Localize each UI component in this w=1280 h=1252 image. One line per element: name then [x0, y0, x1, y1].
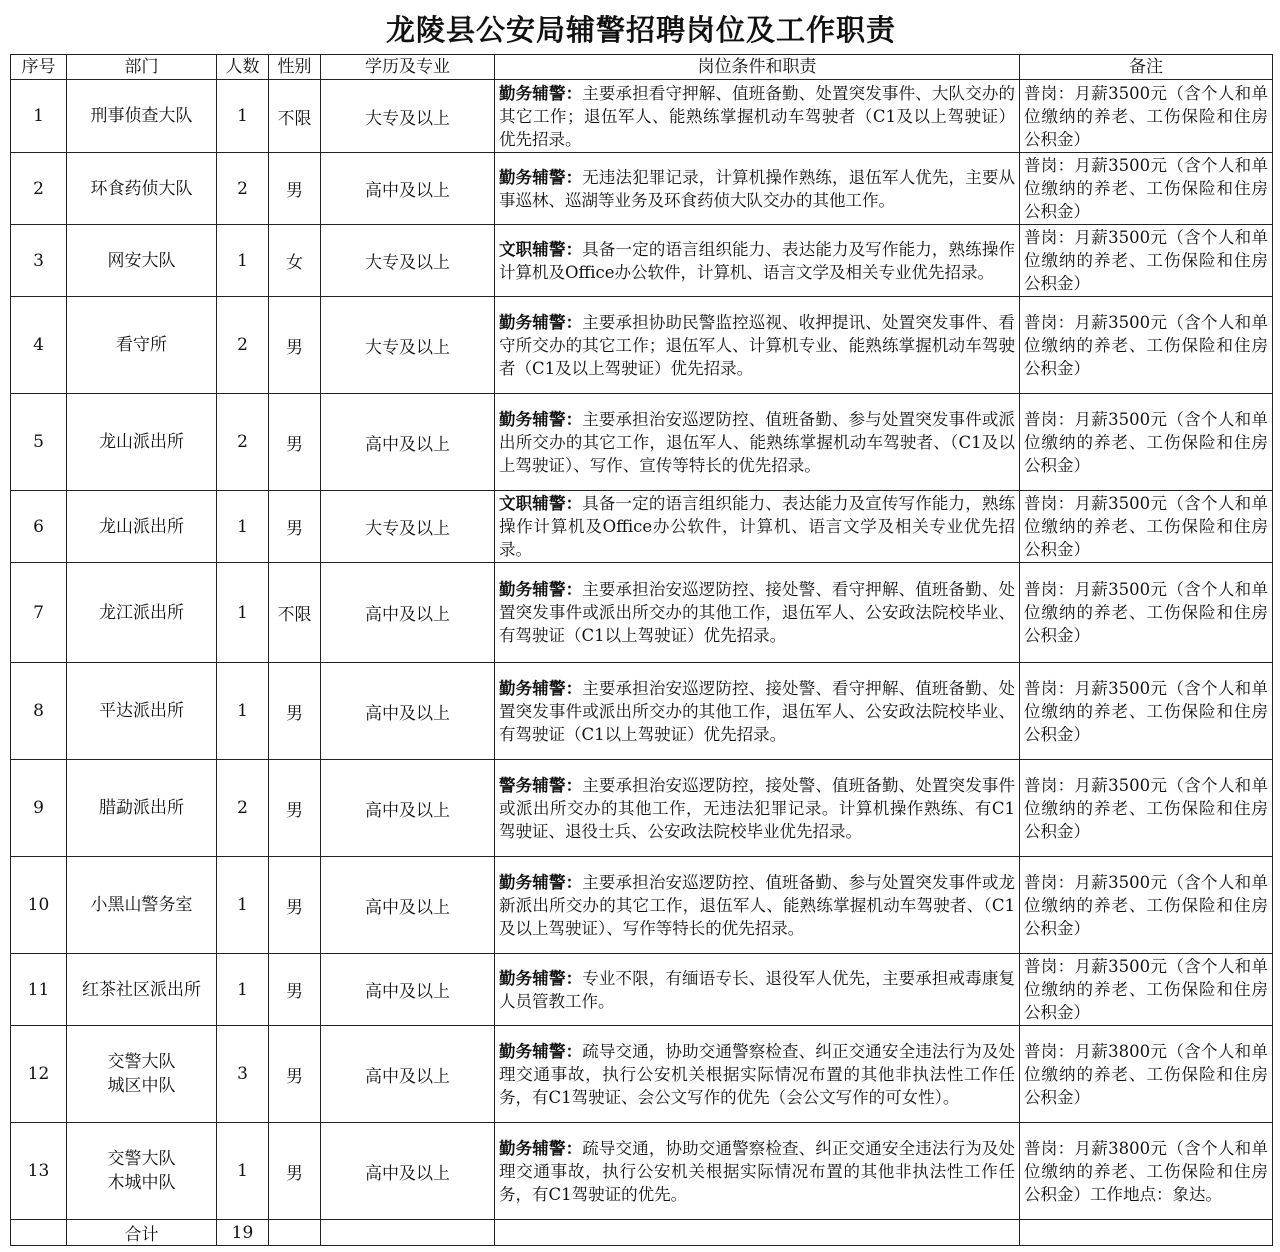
table-row: [11, 760, 1273, 857]
position-type: 勤务辅警：: [499, 83, 583, 103]
duty-text: 疏导交通，协助交通警察检查、纠正交通安全违法行为及处理交通事故，执行公安机关根据实际情况布置的其他非执法性工作任务，有C1驾驶证、会公文写作的优先（会公文写作的可女性）。: [499, 1041, 1016, 1107]
education-cell: 高中及以上: [321, 1123, 495, 1220]
note-cell: 普岗：月薪3800元（含个人和单位缴纳的养老、工伤保险和住房公积金）: [1020, 1026, 1273, 1123]
department-cell: 小黑山警务室: [67, 857, 217, 954]
header-count: 人数: [217, 55, 269, 80]
note-cell: 普岗：月薪3500元（含个人和单位缴纳的养老、工伤保险和住房公积金）: [1020, 491, 1273, 563]
duty-cell: [495, 153, 1020, 225]
education-cell: 高中及以上: [321, 563, 495, 663]
duty-text: 专业不限，有缅语专长、退役军人优先，主要承担戒毒康复人员管教工作。: [499, 968, 1016, 1011]
position-type: 勤务辅警：: [499, 312, 583, 332]
header-row: [11, 55, 1273, 80]
position-type: 勤务辅警：: [499, 409, 583, 429]
duty-text: 主要承担治安巡逻防控、接处警、看守押解、值班备勤、处置突发事件或派出所交办的其他工作，退伍军人、公安政法院校毕业、有驾驶证（C1以上驾驶证）优先招录。: [499, 678, 1016, 744]
duty-cell: [495, 954, 1020, 1026]
education-cell: 高中及以上: [321, 663, 495, 760]
row-number: 4: [11, 297, 67, 394]
gender-cell: 男: [269, 1026, 321, 1123]
header-no: 序号: [11, 55, 67, 80]
department-cell: 龙山派出所: [67, 394, 217, 491]
note-cell: 普岗：月薪3500元（含个人和单位缴纳的养老、工伤保险和住房公积金）: [1020, 80, 1273, 153]
education-cell: 高中及以上: [321, 760, 495, 857]
department-cell: 平达派出所: [67, 663, 217, 760]
position-type: 勤务辅警：: [499, 968, 583, 988]
duty-cell: [495, 491, 1020, 563]
duty-text: 主要承担治安巡逻防控、接处警、看守押解、值班备勤、处置突发事件或派出所交办的其他工作，退伍军人、公安政法院校毕业、有驾驶证（C1以上驾驶证）优先招录。: [499, 580, 1016, 645]
duty-cell: [495, 394, 1020, 491]
duty-text: 主要承担治安巡逻防控、值班备勤、参与处置突发事件或龙新派出所交办的其它工作，退伍军人、能熟练掌握机动车驾驶者、（C1及以上驾驶证）、写作等特长的优先招录。: [499, 872, 1016, 938]
duty-cell: [495, 297, 1020, 394]
table-row: [11, 225, 1273, 297]
headcount-cell: 1: [217, 1123, 269, 1220]
position-type: 勤务辅警：: [499, 580, 583, 599]
headcount-cell: 1: [217, 954, 269, 1026]
headcount-cell: 2: [217, 297, 269, 394]
department-cell: 交警大队 木城中队: [67, 1123, 217, 1220]
duty-text: 主要承担治安巡逻防控、值班备勤、参与处置突发事件或派出所交办的其它工作，退伍军人、能熟练掌握机动车驾驶者、（C1及以上驾驶证）、写作、宣传等特长的优先招录。: [499, 409, 1016, 475]
position-type: 文职辅警：: [499, 494, 583, 513]
note-cell: 普岗：月薪3500元（含个人和单位缴纳的养老、工伤保险和住房公积金）: [1020, 857, 1273, 954]
row-number: 5: [11, 394, 67, 491]
gender-cell: 不限: [269, 563, 321, 663]
header-education: 学历及专业: [321, 55, 495, 80]
table-row: [11, 80, 1273, 153]
department-cell: 龙江派出所: [67, 563, 217, 663]
education-cell: 高中及以上: [321, 153, 495, 225]
duty-text: 主要承担看守押解、值班备勤、处置突发事件、大队交办的其它工作；退伍军人、能熟练掌握机动车驾驶者（C1及以上驾驶证）优先招录。: [499, 83, 1016, 149]
gender-cell: 男: [269, 1123, 321, 1220]
table-row: [11, 394, 1273, 491]
row-number: 10: [11, 857, 67, 954]
total-empty-cell: [1020, 1220, 1273, 1246]
position-type: 文职辅警：: [499, 239, 583, 259]
education-cell: 大专及以上: [321, 80, 495, 153]
gender-cell: 男: [269, 153, 321, 225]
row-number: 8: [11, 663, 67, 760]
gender-cell: 男: [269, 954, 321, 1026]
row-number: 6: [11, 491, 67, 563]
note-cell: 普岗：月薪3500元（含个人和单位缴纳的养老、工伤保险和住房公积金）: [1020, 297, 1273, 394]
note-cell: 普岗：月薪3800元（含个人和单位缴纳的养老、工伤保险和住房公积金）工作地点：象达。: [1020, 1123, 1273, 1220]
gender-cell: 女: [269, 225, 321, 297]
note-cell: 普岗：月薪3500元（含个人和单位缴纳的养老、工伤保险和住房公积金）: [1020, 760, 1273, 857]
headcount-cell: 1: [217, 857, 269, 954]
table-row: [11, 153, 1273, 225]
table-row: [11, 297, 1273, 394]
position-type: 勤务辅警：: [499, 1041, 583, 1061]
department-cell: 环食药侦大队: [67, 153, 217, 225]
headcount-cell: 3: [217, 1026, 269, 1123]
total-row: [11, 1220, 1273, 1246]
total-empty-cell: [495, 1220, 1020, 1246]
recruitment-sheet: [10, 6, 1272, 1246]
gender-cell: 不限: [269, 80, 321, 153]
department-cell: 腊勐派出所: [67, 760, 217, 857]
duty-text: 主要承担协助民警监控巡视、收押提讯、处置突发事件、看守所交办的其它工作；退伍军人、计算机专业、能熟练掌握机动车驾驶者（C1及以上驾驶证）优先招录。: [499, 312, 1016, 378]
education-cell: 大专及以上: [321, 491, 495, 563]
gender-cell: 男: [269, 760, 321, 857]
table-row: [11, 663, 1273, 760]
headcount-cell: 2: [217, 153, 269, 225]
gender-cell: 男: [269, 394, 321, 491]
total-empty-cell: [321, 1220, 495, 1246]
duty-text: 疏导交通，协助交通警察检查、纠正交通安全违法行为及处理交通事故，执行公安机关根据实际情况布置的其他非执法性工作任务，有C1驾驶证的优先。: [499, 1138, 1016, 1204]
position-type: 警务辅警：: [499, 775, 583, 795]
duty-text: 主要承担治安巡逻防控，接处警、值班备勤、处置突发事件或派出所交办的其他工作，无违法犯罪记录。计算机操作熟练、有C1驾驶证、退役士兵、公安政法院校毕业优先招录。: [499, 775, 1016, 841]
note-cell: 普岗：月薪3500元（含个人和单位缴纳的养老、工伤保险和住房公积金）: [1020, 153, 1273, 225]
education-cell: 高中及以上: [321, 394, 495, 491]
duty-cell: [495, 1026, 1020, 1123]
header-duty: 岗位条件和职责: [495, 55, 1020, 80]
position-type: 勤务辅警：: [499, 1138, 583, 1158]
department-cell: 看守所: [67, 297, 217, 394]
education-cell: 高中及以上: [321, 954, 495, 1026]
education-cell: 高中及以上: [321, 857, 495, 954]
row-number: 3: [11, 225, 67, 297]
department-cell: 交警大队 城区中队: [67, 1026, 217, 1123]
duty-cell: [495, 663, 1020, 760]
header-gender: 性别: [269, 55, 321, 80]
duty-text: 具备一定的语言组织能力、表达能力及写作能力，熟练操作计算机及Office办公软件，计算机、语言文学及相关专业优先招录。: [499, 239, 1016, 282]
recruitment-table: [10, 54, 1273, 1246]
row-number: 12: [11, 1026, 67, 1123]
headcount-cell: 2: [217, 394, 269, 491]
table-row: [11, 954, 1273, 1026]
duty-text: 具备一定的语言组织能力、表达能力及宣传写作能力，熟练操作计算机及Office办公软件，计算机、语言文学及相关专业优先招录。: [499, 494, 1016, 559]
note-cell: 普岗：月薪3500元（含个人和单位缴纳的养老、工伤保险和住房公积金）: [1020, 225, 1273, 297]
duty-cell: [495, 1123, 1020, 1220]
headcount-cell: 1: [217, 663, 269, 760]
duty-cell: [495, 80, 1020, 153]
note-cell: 普岗：月薪3500元（含个人和单位缴纳的养老、工伤保险和住房公积金）: [1020, 663, 1273, 760]
gender-cell: 男: [269, 663, 321, 760]
duty-text: 无违法犯罪记录，计算机操作熟练，退伍军人优先，主要从事巡林、巡湖等业务及环食药侦大队交办的其他工作。: [499, 167, 1016, 210]
total-no-cell: [11, 1220, 67, 1246]
headcount-cell: 1: [217, 491, 269, 563]
table-row: [11, 563, 1273, 663]
duty-cell: [495, 563, 1020, 663]
note-cell: 普岗：月薪3500元（含个人和单位缴纳的养老、工伤保险和住房公积金）: [1020, 394, 1273, 491]
note-cell: 普岗：月薪3500元（含个人和单位缴纳的养老、工伤保险和住房公积金）: [1020, 563, 1273, 663]
table-row: [11, 857, 1273, 954]
duty-cell: [495, 225, 1020, 297]
headcount-cell: 1: [217, 225, 269, 297]
row-number: 2: [11, 153, 67, 225]
headcount-cell: 1: [217, 80, 269, 153]
position-type: 勤务辅警：: [499, 872, 583, 892]
table-row: [11, 491, 1273, 563]
gender-cell: 男: [269, 297, 321, 394]
note-cell: 普岗：月薪3500元（含个人和单位缴纳的养老、工伤保险和住房公积金）: [1020, 954, 1273, 1026]
department-cell: 网安大队: [67, 225, 217, 297]
row-number: 13: [11, 1123, 67, 1220]
gender-cell: 男: [269, 857, 321, 954]
row-number: 9: [11, 760, 67, 857]
headcount-cell: 1: [217, 563, 269, 663]
page-title: 龙陵县公安局辅警招聘岗位及工作职责: [385, 13, 896, 47]
header-dept: 部门: [67, 55, 217, 80]
headcount-cell: 2: [217, 760, 269, 857]
total-label: 合计: [67, 1220, 217, 1246]
row-number: 1: [11, 80, 67, 153]
table-row: [11, 1026, 1273, 1123]
total-empty-cell: [269, 1220, 321, 1246]
department-cell: 刑事侦查大队: [67, 80, 217, 153]
total-count: 19: [217, 1220, 269, 1246]
row-number: 7: [11, 563, 67, 663]
education-cell: 高中及以上: [321, 1026, 495, 1123]
department-cell: 龙山派出所: [67, 491, 217, 563]
education-cell: 大专及以上: [321, 225, 495, 297]
education-cell: 大专及以上: [321, 297, 495, 394]
table-row: [11, 1123, 1273, 1220]
row-number: 11: [11, 954, 67, 1026]
duty-cell: [495, 760, 1020, 857]
position-type: 勤务辅警：: [499, 167, 583, 187]
header-note: 备注: [1020, 55, 1273, 80]
position-type: 勤务辅警：: [499, 678, 583, 698]
duty-cell: [495, 857, 1020, 954]
department-cell: 红茶社区派出所: [67, 954, 217, 1026]
gender-cell: 男: [269, 491, 321, 563]
